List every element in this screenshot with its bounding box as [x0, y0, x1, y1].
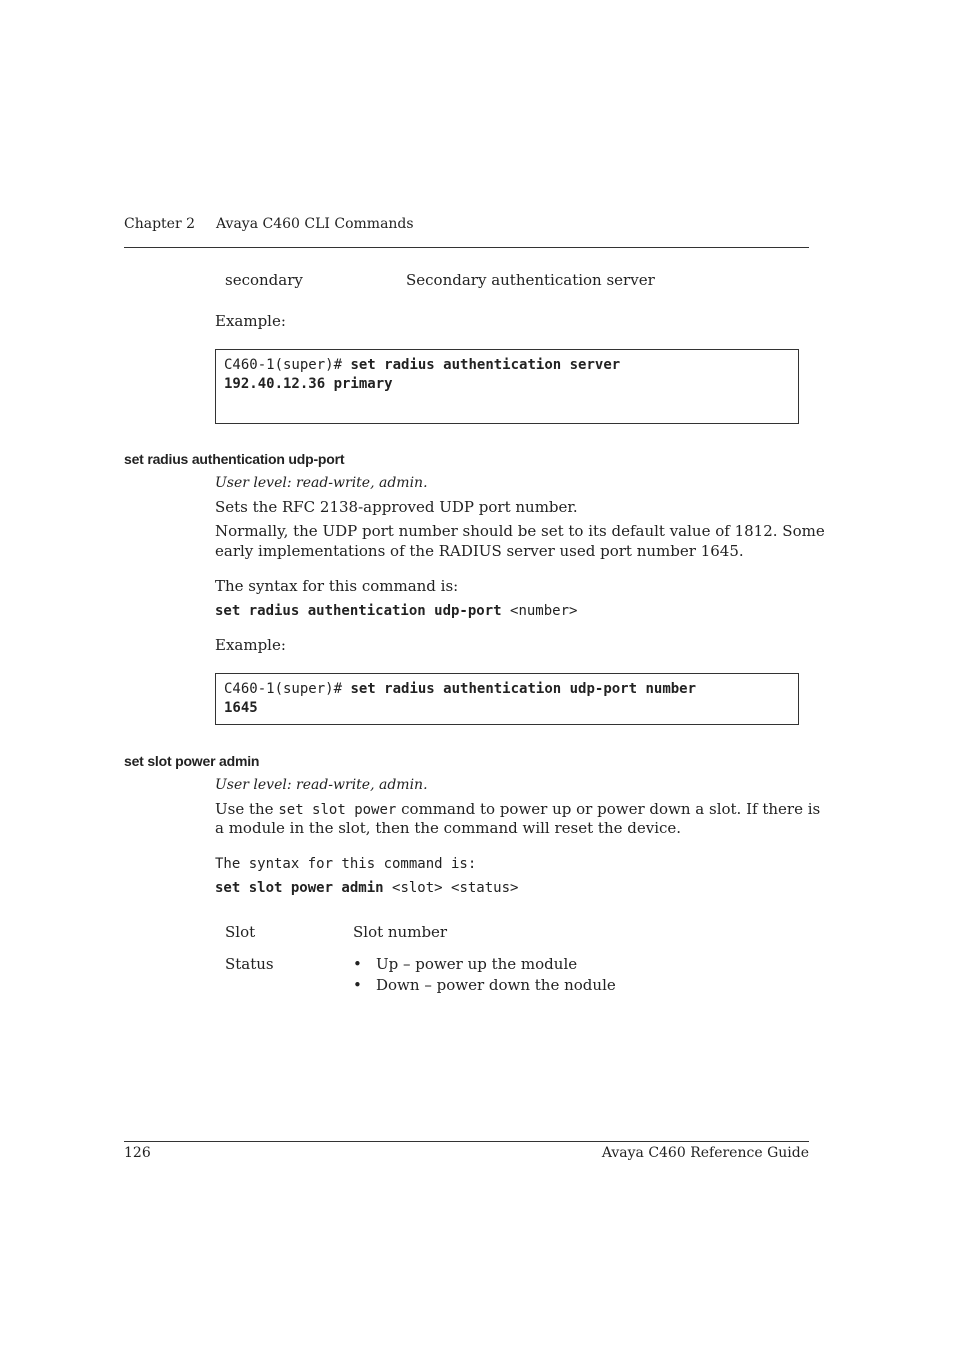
syntax-line-udp [215, 603, 577, 619]
page-number: 126 [124, 1145, 151, 1161]
param-desc-slot: Slot number [353, 923, 448, 941]
udp-para-line1: Normally, the UDP port number should be set to its default value of 1812. Some [215, 522, 825, 540]
book-title: Avaya C460 Reference Guide [601, 1145, 809, 1161]
chapter-title: Avaya C460 CLI Commands [216, 216, 414, 232]
example-label: Example: [215, 636, 286, 654]
code-example-server [215, 349, 799, 424]
syntax-args: <slot> <status> [392, 880, 519, 896]
slot-para-text: command to power up or power down a slot. If there is [401, 800, 821, 818]
code-example-udp [215, 673, 799, 725]
cli-command: set radius authentication server [350, 357, 621, 373]
slot-para-text: Use the [215, 800, 274, 818]
param-desc-secondary: Secondary authentication server [406, 271, 655, 289]
cli-prompt: C460-1(super)# [224, 357, 343, 373]
cli-command-cont: 192.40.12.36 primary [224, 376, 393, 392]
slot-para-line2: a module in the slot, then the command will reset the device. [215, 819, 682, 837]
udp-description: Sets the RFC 2138-approved UDP port number. [215, 498, 578, 516]
list-item-text: Down – power down the nodule [376, 976, 616, 994]
user-level-slot: User level: read-write, admin. [215, 777, 428, 793]
cli-prompt: C460-1(super)# [224, 681, 343, 697]
list-item [353, 976, 616, 997]
chapter-label: Chapter 2 [124, 216, 195, 232]
slot-para-line1 [215, 800, 820, 818]
syntax-intro: The syntax for this command is: [215, 856, 477, 872]
footer-rule [124, 1141, 809, 1142]
example-label: Example: [215, 312, 286, 330]
param-name-secondary: secondary [225, 271, 303, 289]
param-name-slot: Slot [225, 923, 256, 941]
param-name-status: Status [225, 955, 274, 973]
inline-code: set slot power [278, 802, 397, 818]
syntax-command: set slot power admin [215, 880, 384, 896]
syntax-intro: The syntax for this command is: [215, 577, 459, 595]
user-level-udp: User level: read-write, admin. [215, 475, 428, 491]
section-heading-slot-power: set slot power admin [124, 753, 260, 769]
header-rule [124, 247, 809, 248]
list-item [353, 955, 616, 976]
bullet-icon: • [353, 955, 362, 973]
param-desc-status [353, 955, 616, 997]
section-heading-udp-port: set radius authentication udp-port [124, 451, 345, 467]
syntax-line-slot [215, 880, 518, 896]
list-item-text: Up – power up the module [376, 955, 578, 973]
bullet-icon: • [353, 976, 362, 994]
udp-para-line2: early implementations of the RADIUS server used port number 1645. [215, 542, 744, 560]
cli-command-cont: 1645 [224, 700, 258, 716]
status-bullet-list [353, 955, 616, 997]
syntax-command: set radius authentication udp-port [215, 603, 502, 619]
cli-command: set radius authentication udp-port number [350, 681, 697, 697]
syntax-arg: <number> [510, 603, 578, 619]
